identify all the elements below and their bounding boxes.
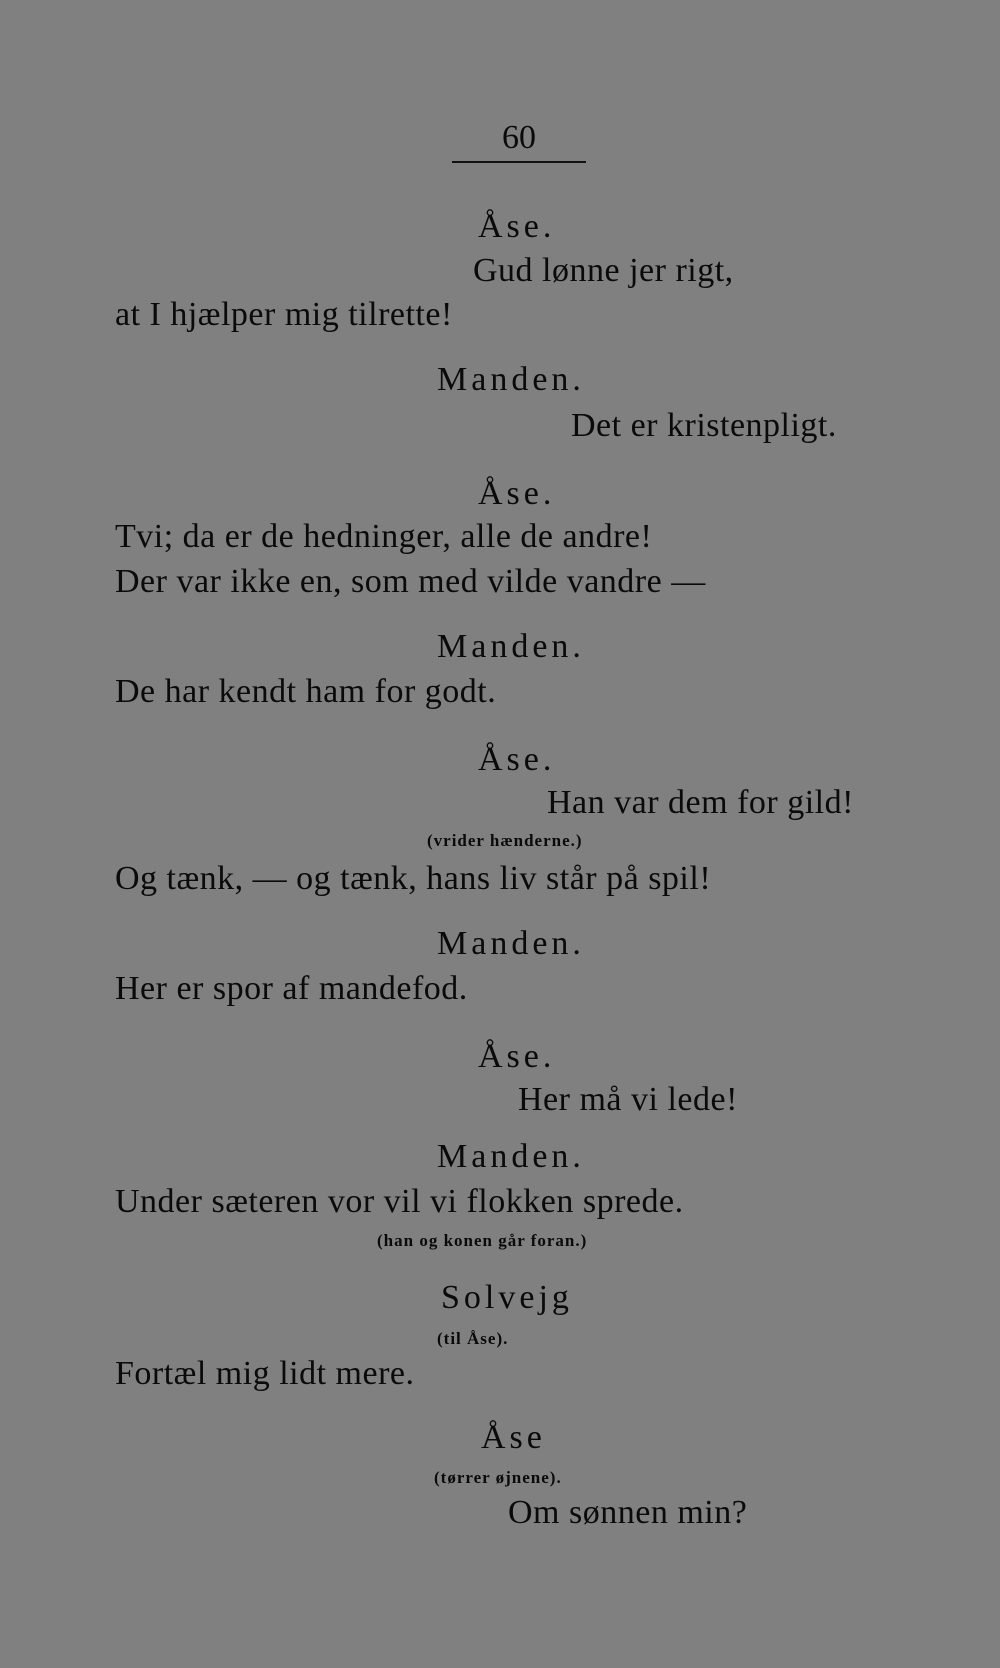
speaker-line: Manden. — [437, 925, 585, 962]
speaker-line: Manden. — [437, 361, 585, 398]
stage-direction: (han og konen går foran.) — [377, 1231, 588, 1250]
verse-line: Det er kristenpligt. — [571, 407, 837, 444]
stage-direction: (til Åse). — [437, 1329, 509, 1348]
verse-line: Og tænk, — og tænk, hans liv står på spil! — [115, 860, 712, 897]
verse-line: Under sæteren vor vil vi flokken sprede. — [115, 1183, 684, 1220]
verse-line: Her må vi lede! — [518, 1081, 738, 1118]
speaker-line: Åse. — [478, 208, 556, 245]
stage-direction: (vrider hænderne.) — [427, 831, 583, 850]
verse-line: Han var dem for gild! — [547, 784, 854, 821]
stage-direction: (tørrer øjnene). — [434, 1468, 562, 1487]
verse-line: De har kendt ham for godt. — [115, 673, 497, 710]
speaker-line: Åse — [481, 1419, 546, 1456]
verse-line: Om sønnen min? — [508, 1494, 748, 1531]
verse-line: Der var ikke en, som med vilde vandre — — [115, 563, 706, 600]
page-number: 60 — [502, 119, 536, 156]
verse-line: Her er spor af mandefod. — [115, 970, 468, 1007]
verse-line: Fortæl mig lidt mere. — [115, 1355, 415, 1392]
speaker-line: Solvejg — [441, 1279, 573, 1316]
verse-line: at I hjælper mig tilrette! — [115, 296, 453, 333]
speaker-line: Åse. — [478, 1038, 556, 1075]
speaker-line: Manden. — [437, 1138, 585, 1175]
speaker-line: Åse. — [478, 741, 556, 778]
verse-line: Tvi; da er de hedninger, alle de andre! — [115, 518, 653, 555]
page-number-rule — [452, 161, 586, 163]
speaker-line: Åse. — [478, 475, 556, 512]
verse-line: Gud lønne jer rigt, — [473, 252, 734, 289]
speaker-line: Manden. — [437, 628, 585, 665]
